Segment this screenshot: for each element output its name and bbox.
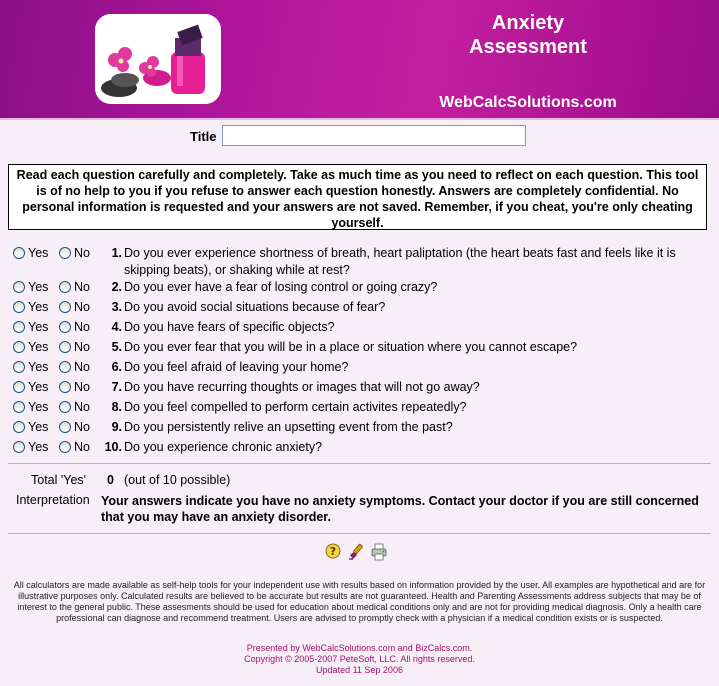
yes-radio[interactable] bbox=[13, 281, 25, 293]
question-text: Do you ever have a fear of losing control or going crazy? bbox=[124, 280, 438, 294]
clear-icon[interactable] bbox=[347, 543, 365, 566]
no-radio[interactable] bbox=[59, 247, 71, 259]
disclaimer-text: All calculators are made available as self-help tools for your independent use with results based on information provided by the user. All examples are hypothetical and are for illustrative purposes only. Calculated results are believed to be accurate but results are not guaranteed. Health and Parenting Assessments address subjects that may be of interest to the general public. These assesments should be used for education about medical conditions only and are not for providing medical diagnosis. Only a health care professional can diagnose and recommend treatment. Users are advised to promptly check with a physician if a medical condition exists or is suspected. bbox=[13, 580, 706, 623]
question-number: 1. bbox=[111, 246, 122, 260]
question-text: Do you ever fear that you will be in a place or situation where you cannot escape? bbox=[124, 340, 578, 354]
no-radio[interactable] bbox=[59, 401, 71, 413]
question-number: 9. bbox=[111, 420, 122, 434]
question-number: 5. bbox=[111, 340, 122, 354]
site-name: WebCalcSolutions.com bbox=[439, 94, 617, 111]
yes-radio[interactable] bbox=[13, 401, 25, 413]
app-title-line1: Anxiety bbox=[491, 12, 565, 34]
title-label: Title bbox=[190, 129, 217, 144]
yes-label: Yes bbox=[28, 280, 49, 294]
question-text: Do you ever experience shortness of breath, heart paliptation (the heart beats fast and feels like it is skipping beats), or shaking while at rest? bbox=[124, 246, 676, 277]
yes-label: Yes bbox=[28, 300, 49, 314]
no-radio[interactable] bbox=[59, 301, 71, 313]
question-number: 6. bbox=[111, 360, 122, 374]
total-yes-label: Total 'Yes' bbox=[31, 473, 87, 487]
question-text: Do you persistently relive an upsetting event from the past? bbox=[124, 420, 453, 434]
no-label: No bbox=[74, 400, 90, 414]
yes-label: Yes bbox=[28, 440, 49, 454]
question-number: 8. bbox=[111, 400, 122, 414]
yes-radio[interactable] bbox=[13, 421, 25, 433]
title-row bbox=[0, 124, 719, 148]
no-label: No bbox=[74, 440, 90, 454]
no-radio[interactable] bbox=[59, 361, 71, 373]
no-label: No bbox=[74, 380, 90, 394]
question-number: 4. bbox=[111, 320, 122, 334]
total-yes-value: 0 bbox=[107, 473, 114, 487]
app-title bbox=[440, 11, 616, 59]
no-radio[interactable] bbox=[59, 381, 71, 393]
total-yes-note: (out of 10 possible) bbox=[124, 473, 231, 487]
footer-copyright: Copyright © 2005-2007 PeteSoft, LLC. All rights reserved. bbox=[244, 654, 475, 664]
question-text: Do you have fears of specific objects? bbox=[124, 320, 335, 334]
yes-radio[interactable] bbox=[13, 321, 25, 333]
no-radio[interactable] bbox=[59, 421, 71, 433]
question-number: 3. bbox=[111, 300, 122, 314]
yes-radio[interactable] bbox=[13, 441, 25, 453]
no-label: No bbox=[74, 360, 90, 374]
question-text: Do you experience chronic anxiety? bbox=[124, 440, 323, 454]
question-text: Do you have recurring thoughts or images that will not go away? bbox=[124, 380, 480, 394]
interpretation-label: Interpretation bbox=[16, 493, 90, 507]
help-icon[interactable] bbox=[325, 543, 341, 564]
yes-radio[interactable] bbox=[13, 341, 25, 353]
no-radio[interactable] bbox=[59, 281, 71, 293]
print-icon[interactable] bbox=[370, 543, 388, 566]
yes-label: Yes bbox=[28, 320, 49, 334]
no-label: No bbox=[74, 246, 90, 260]
question-text: Do you avoid social situations because of fear? bbox=[124, 300, 386, 314]
footer-presented: Presented by WebCalcSolutions.com and BizCalcs.com. bbox=[246, 643, 473, 653]
yes-label: Yes bbox=[28, 400, 49, 414]
question-text: Do you feel afraid of leaving your home? bbox=[124, 360, 349, 374]
yes-label: Yes bbox=[28, 340, 49, 354]
yes-radio[interactable] bbox=[13, 361, 25, 373]
no-radio[interactable] bbox=[59, 441, 71, 453]
question-number: 10. bbox=[104, 440, 122, 454]
results-divider-bottom bbox=[8, 533, 711, 534]
no-label: No bbox=[74, 320, 90, 334]
no-label: No bbox=[74, 420, 90, 434]
question-text: Do you feel compelled to perform certain activites repeatedly? bbox=[124, 400, 467, 414]
no-label: No bbox=[74, 280, 90, 294]
header-banner bbox=[0, 0, 719, 119]
title-input[interactable] bbox=[222, 125, 526, 146]
no-label: No bbox=[74, 340, 90, 354]
header-logo-image bbox=[95, 14, 221, 104]
yes-radio[interactable] bbox=[13, 381, 25, 393]
yes-label: Yes bbox=[28, 380, 49, 394]
yes-radio[interactable] bbox=[13, 247, 25, 259]
yes-label: Yes bbox=[28, 360, 49, 374]
results-divider-top bbox=[8, 463, 711, 464]
yes-label: Yes bbox=[28, 246, 49, 260]
interpretation-text: Your answers indicate you have no anxiety symptoms. Contact your doctor if you are still concerned that you may have an anxiety disorder. bbox=[101, 494, 699, 524]
footer-updated: Updated 11 Sep 2006 bbox=[316, 665, 403, 675]
svg-text:?: ? bbox=[329, 545, 337, 558]
no-radio[interactable] bbox=[59, 321, 71, 333]
footer bbox=[0, 643, 719, 676]
app-title-line2: Assessment bbox=[469, 36, 587, 58]
yes-radio[interactable] bbox=[13, 301, 25, 313]
question-number: 2. bbox=[111, 280, 122, 294]
no-radio[interactable] bbox=[59, 341, 71, 353]
no-label: No bbox=[74, 300, 90, 314]
instructions-box: Read each question carefully and completely. Take as much time as you need to reflect on each question. This tool is of no help to you if you refuse to answer each question honestly. Answers are completely confidential. No personal information is requested and your answers are not saved. Remember, if you cheat, you're only cheating yourself. bbox=[8, 164, 707, 230]
yes-label: Yes bbox=[28, 420, 49, 434]
header-rule bbox=[0, 118, 719, 120]
question-number: 7. bbox=[111, 380, 122, 394]
